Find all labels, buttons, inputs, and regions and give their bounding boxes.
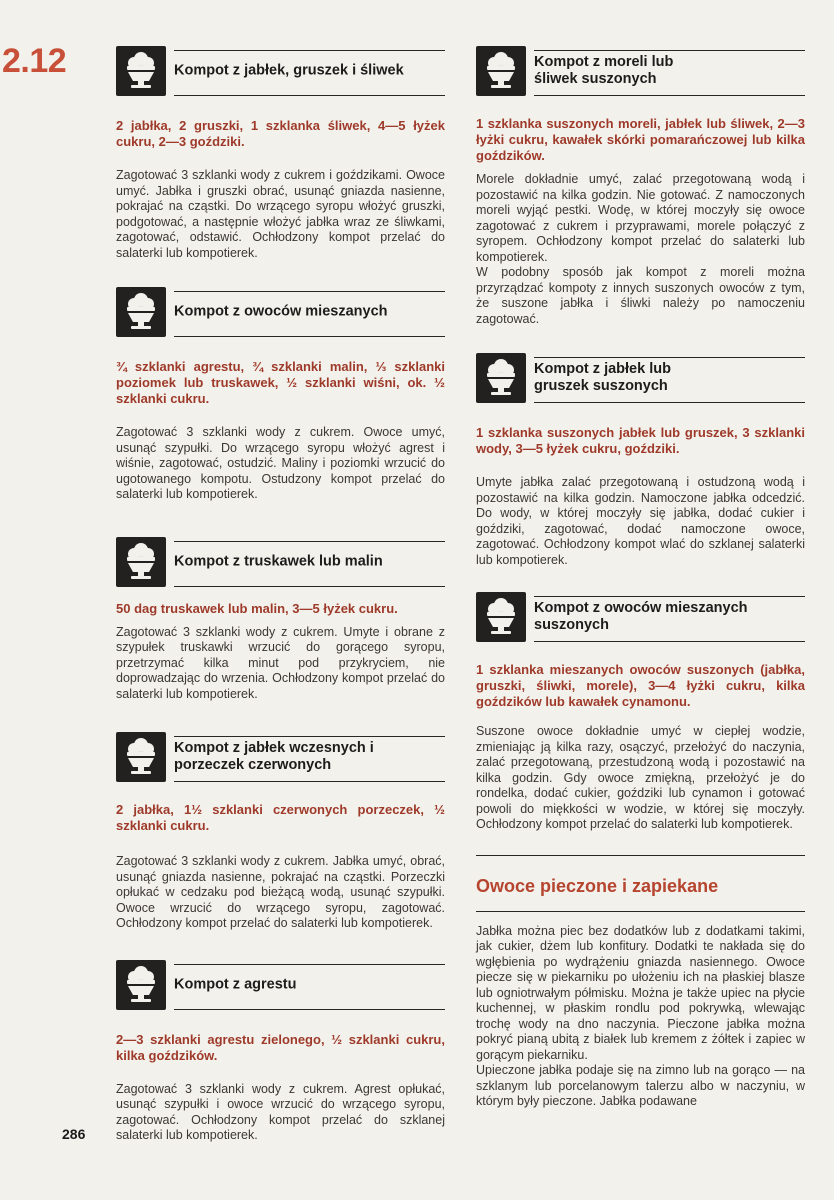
header-rule-top — [534, 50, 805, 51]
recipe-title: Kompot z moreli lub śliwek suszonych — [534, 54, 674, 87]
recipe-header — [116, 960, 445, 1010]
recipe-header — [116, 46, 445, 96]
header-rule-bottom — [174, 586, 445, 587]
recipe-instructions: Zagotować 3 szklanki wody z cukrem. Agrest opłukać, usunąć szypułki i owoce wrzucić do wrzącego syropu, zagotować. Ochłodzony kompot przelać do szklanej salaterki lub kompotierek. — [116, 1081, 445, 1142]
header-rule-bottom — [174, 95, 445, 96]
header-rule-bottom — [534, 641, 805, 642]
recipe-header — [116, 537, 445, 587]
recipe-instructions: Suszone owoce dokładnie umyć w ciepłej wodzie, zmieniając ją kilka razy, osączyć, przełożyć do naczynia, zalać przegotowaną, przestudzoną wodą i pozostawić na kilka godzin. Gdy owoce zmiękną, przełożyć je do rondelka, dodać cukier, goździki lub cynamon i gotować powoli do miękkości w wodzie, w której się moczyły. Ochłodzony kompot przelać do salaterki lub kompotierek. — [476, 724, 805, 831]
recipe-ingredients: 2 jabłka, 1½ szklanki czerwonych porzeczek, ½ szklanki cukru. — [116, 802, 445, 833]
recipe-ingredients: 1 szklanka suszonych jabłek lub gruszek, 3 szklanki wody, 3—5 łyżek cukru, goździki. — [476, 425, 805, 456]
header-rule-top — [174, 291, 445, 292]
recipe-instructions: Morele dokładnie umyć, zalać przegotowaną wodą i pozostawić na kilka godzin. Nie gotować. Z namoczonych moreli wyjąć pestki. Wodę, w której moczyły się owoce zagotować z cukrem i przyprawami, morele połączyć z syropem. Ochłodzony kompot przelać do salaterki lub kompotierek. — [476, 172, 805, 264]
recipe-title: Kompot z owoców mieszanych — [174, 303, 388, 320]
recipe-note: W podobny sposób jak kompot z moreli można przyrządzać kompoty z innych suszonych owoców z tym, że suszone jabłka i śliwki należy po namoczeniu zagotować. — [476, 265, 805, 326]
recipe-ingredients: 1 szklanka mieszanych owoców suszonych (jabłka, gruszki, śliwki, morele), 3—4 łyżki cukru, kilka goździków lub kawałek cynamonu. — [476, 662, 805, 709]
recipe-instructions: Zagotować 3 szklanki wody z cukrem. Umyte i obrane z szypułek truskawki wrzucić do gorącego syropu, przetrzymać kilka minut pod przykryciem, nie doprowadzając do wrzenia. Ochłodzony kompot przelać do salaterki lub kompotierek. — [116, 624, 445, 701]
recipe-header — [476, 592, 805, 642]
recipe-block — [116, 287, 445, 503]
recipe-ingredients: ¾ szklanki agrestu, ¾ szklanki malin, ⅓ szklanki poziomek lub truskawek, ½ szklanki wiśni, ok. ½ szklanki cukru. — [116, 359, 445, 406]
header-rule-top — [174, 736, 445, 737]
header-rule-top — [174, 964, 445, 965]
header-rule-bottom — [174, 781, 445, 782]
header-rule-top — [174, 50, 445, 51]
section-rule-bottom — [476, 911, 805, 912]
recipe-header — [116, 287, 445, 337]
recipe-title: Kompot z jabłek, gruszek i śliwek — [174, 62, 404, 79]
recipe-title: Kompot z owoców mieszanych suszonych — [534, 600, 748, 633]
compote-bowl-icon — [116, 287, 166, 337]
recipe-title: Kompot z truskawek lub malin — [174, 553, 383, 569]
recipe-title: Kompot z jabłek wczesnych i porzeczek czerwonych — [174, 740, 374, 773]
compote-bowl-icon — [116, 537, 166, 587]
recipe-instructions: Zagotować 3 szklanki wody z cukrem. Owoce umyć, usunąć szypułki. Do wrzącego syropu włożyć agrest i wiśnie, zagotować, ostudzić. Maliny i poziomki wrzucić do ugotowanego kompotu. Ostudzony kompot przelać do salaterki lub kompotierek. — [116, 425, 445, 501]
header-rule-bottom — [534, 95, 805, 96]
header-rule-top — [534, 596, 805, 597]
compote-bowl-icon — [116, 732, 166, 782]
recipe-ingredients: 50 dag truskawek lub malin, 3—5 łyżek cukru. — [116, 600, 398, 616]
baked-fruit-section — [476, 855, 805, 1110]
recipe-block — [476, 353, 805, 568]
recipe-title: Kompot z jabłek lub gruszek suszonych — [534, 361, 671, 394]
recipe-instructions: Zagotować 3 szklanki wody z cukrem i goździkami. Owoce umyć. Jabłka i gruszki obrać, usunąć gniazda nasienne, pokrajać na cząstki. Do wrzącego syropu włożyć gruszki, podgotować, a następnie włożyć jabłka wraz ze śliwkami, zagotować, odstawić. Ochłodzony kompot przelać do salaterki lub kompotierek. — [116, 168, 445, 260]
recipe-block — [116, 732, 445, 932]
compote-bowl-icon — [476, 353, 526, 403]
recipe-block — [116, 537, 445, 703]
recipe-instructions: Zagotować 3 szklanki wody z cukrem. Jabłka umyć, obrać, usunąć gniazda nasienne, pokrajać na cząstki. Porzeczki opłukać w cedzaku pod bieżącą wodą, usunąć szypułki. Owoce wrzucić do wrzącego syropu, zagotować. Ochłodzony kompot przelać do salaterki lub kompotierek. — [116, 854, 445, 930]
section-title: Owoce pieczone i zapiekane — [476, 875, 719, 896]
compote-bowl-icon — [116, 46, 166, 96]
recipe-block — [116, 46, 445, 261]
header-rule-bottom — [174, 1009, 445, 1010]
compote-bowl-icon — [476, 46, 526, 96]
header-rule-top — [174, 541, 445, 542]
recipe-ingredients: 2—3 szklanki agrestu zielonego, ½ szklanki cukru, kilka goździków. — [116, 1031, 445, 1063]
left-column — [116, 46, 445, 1144]
section-text: Jabłka można piec bez dodatków lub z dodatkami takimi, jak cukier, dżem lub konfitury. Dodatki te nakłada się do wgłębienia po wydrążeniu gniazda nasiennego. Owoce piecze się w piekarniku po ułożeniu ich na płaskiej blasze lub ogniotrwałym półmisku. Można je także upiec na płycie kuchennej, w płaskim rondlu pod pokrywką, wlewając trochę wody na dno naczynia. Pieczone jabłka można pokryć pianą ubitą z białek lub kremem z żółtek i zapiec w gorącym piekarniku. — [476, 923, 805, 1062]
recipe-header — [476, 353, 805, 403]
recipe-block — [476, 592, 805, 833]
section-text-continued: Upieczone jabłka podaje się na zimno lub na gorąco — na szklanym lub porcelanowym talerzu albo w naczyniu, w którym były pieczone. Jabłka podawane — [476, 1063, 805, 1108]
recipe-instructions: Umyte jabłka zalać przegotowaną i ostudzoną wodą i pozostawić na kilka godzin. Namoczone jabłka odcedzić. Do wody, w której moczyły się jabłka, dodać cukier i goździki, zagotować, dodać namoczone owoce, zagotować. Ochłodzony kompot wlać do szklanej salaterki lub kompotierek. — [476, 475, 805, 567]
section-number: 2.12 — [2, 42, 67, 80]
recipe-header — [116, 732, 445, 782]
header-rule-top — [534, 357, 805, 358]
header-rule-bottom — [174, 336, 445, 337]
recipe-block — [116, 960, 445, 1144]
compote-bowl-icon — [116, 960, 166, 1010]
recipe-ingredients: 1 szklanka suszonych moreli, jabłek lub śliwek, 2—3 łyżki cukru, kawałek skórki pomarańczowej lub kilka goździków. — [476, 116, 805, 163]
page-number: 286 — [62, 1126, 86, 1142]
recipe-header — [476, 46, 805, 96]
recipe-title: Kompot z agrestu — [174, 976, 297, 992]
right-column — [476, 46, 805, 1110]
compote-bowl-icon — [476, 592, 526, 642]
header-rule-bottom — [534, 402, 805, 403]
recipe-ingredients: 2 jabłka, 2 gruszki, 1 szklanka śliwek, 4—5 łyżek cukru, 2—3 goździki. — [116, 118, 445, 149]
recipe-block — [476, 46, 805, 327]
